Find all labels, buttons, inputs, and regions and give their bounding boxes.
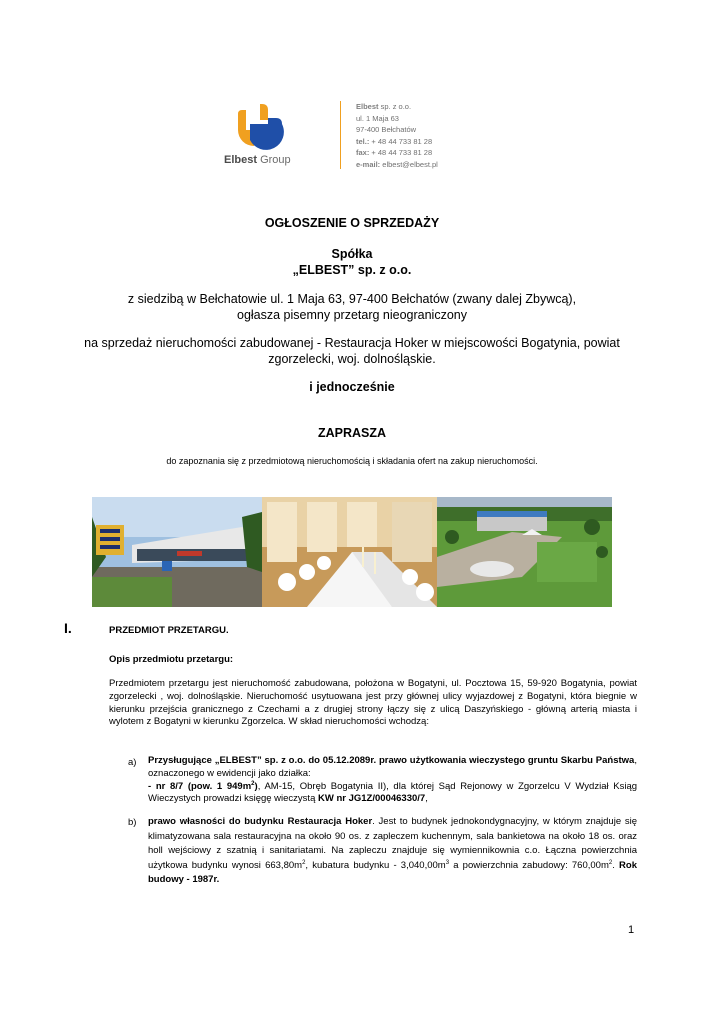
item-a-bold-3: - nr 8/7 (pow. 1 949m: [148, 780, 252, 792]
seat-line1: z siedzibą w Bełchatowie ul. 1 Maja 63, 97-400 Bełchatów (zwany dalej Zbywcą),: [127, 292, 577, 306]
item-a-text-2: , oznaczonego w ewidencji jako działka:: [148, 755, 637, 779]
section-intro: Przedmiotem przetargu jest nieruchomość zabudowana, położona w Bogatyni, ul. Pocztowa 15, 59-920 Bogatynia, powiat zgorzelecki , woj. dolnośląskie. Nieruchomość usytuowana jest przy głównej ulicy wyjazdowej z Bogatyni, która biegnie w kierunku przejścia granicznego z Czechami a z drugiej strony łączy się z ulicą Daszyńskiego - główną arterią miasta i wylotem z Bogatyni w kierunku Zgorzelca. W skład nieruchomości wchodzą:: [109, 678, 637, 728]
address-city: 97-400 Bełchatów: [356, 125, 417, 135]
seat-line2: ogłasza pisemny przetarg nieograniczony: [237, 308, 467, 322]
address-company-rest: sp. z o.o.: [378, 102, 412, 111]
item-a-bold-1: Przysługujące „ELBEST” sp. z o.o. do 05.12.2089r. prawo użytkowania wieczystego gruntu Skarbu Państwa: [148, 755, 635, 766]
address-email-label: e-mail:: [356, 159, 381, 169]
photo-banquet-hall: [262, 497, 437, 607]
photo-building-exterior: [92, 497, 262, 607]
item-b-label: b): [128, 817, 137, 828]
property-photos: [92, 497, 612, 607]
item-a-text-7: ,: [425, 793, 428, 805]
company-heading-line2: „ELBEST” sp. z o.o.: [292, 263, 412, 277]
seat-paragraph: [0, 291, 704, 323]
photo-aerial-view: [437, 497, 612, 607]
item-a-bold-4: ): [254, 780, 258, 792]
section-subtitle: Opis przedmiotu przetargu:: [109, 654, 234, 665]
logo-wordmark: [224, 154, 291, 166]
logo-word-bold: Elbest: [224, 154, 258, 166]
item-b-text-5: .: [612, 859, 620, 871]
address-street: ul. 1 Maja 63: [356, 113, 399, 123]
item-b-year: Rok budowy - 1987r.: [148, 859, 637, 885]
item-a-kw: KW nr JG1Z/00046330/7: [318, 793, 426, 805]
page-number: 1: [628, 924, 635, 936]
company-address: [356, 101, 438, 171]
simultaneously-heading: i jednocześnie: [309, 380, 395, 394]
item-b-text-2: . Jest to budynek jednokondygnacyjny, w którym znajduje się klimatyzowana sala restauracyjna na około 90 os. z zapleczem kuchennym, sala bankietowa na około 18 os. oraz holl wejściowy z szatnią i sanitariatami. Na zapleczu znajduje się wymiennikownia c.o. Łączna powierzchnia użytkowa budynku wynosi 663,80m: [148, 816, 637, 871]
item-b-sup-2: 3: [445, 859, 450, 866]
item-a-text: [148, 755, 637, 806]
address-email: elbest@elbest.pl: [380, 159, 438, 169]
logo-word-rest: Group: [257, 154, 291, 166]
company-heading: [0, 246, 704, 278]
address-tel: + 48 44 733 81 28: [369, 136, 433, 146]
address-company-bold: Elbest: [356, 102, 379, 111]
address-tel-label: tel.:: [356, 136, 370, 146]
item-b-bold-1: prawo własności do budynku Restauracja Hoker: [148, 816, 373, 827]
company-heading-line1: Spółka: [331, 247, 373, 261]
item-a-sup: 2: [251, 780, 255, 787]
item-b-sup-1: 2: [302, 859, 306, 866]
item-b-text: [148, 815, 637, 888]
item-b-text-4: a powierzchnia zabudowy: 760,00m: [449, 859, 609, 871]
header-divider: [340, 101, 341, 169]
announcement-title: OGŁOSZENIE O SPRZEDAŻY: [264, 216, 440, 230]
item-a-label: a): [128, 757, 137, 768]
item-a-text-5: , AM-15, Obręb Bogatynia II), dla której Sąd Rejonowy w Zgorzelcu V Wydział Ksiąg Wieczystych prowadzi księgę wieczystą: [148, 780, 638, 805]
invitation-text: do zapoznania się z przedmiotową nieruchomością i składania ofert na zakup nieruchomości.: [166, 456, 538, 466]
address-fax-label: fax:: [356, 148, 370, 158]
section-title: PRZEDMIOT PRZETARGU.: [109, 625, 229, 636]
section-number: I.: [64, 620, 72, 636]
item-b-text-3: , kubatura budynku - 3,040,00m: [305, 859, 446, 871]
item-b-sup-3: 2: [608, 859, 613, 866]
sale-paragraph: na sprzedaż nieruchomości zabudowanej - Restauracja Hoker w miejscowości Bogatynia, powiat zgorzelecki, woj. dolnośląskie.: [84, 336, 620, 366]
address-fax: + 48 44 733 81 28: [369, 148, 433, 158]
invites-heading: ZAPRASZA: [317, 426, 387, 440]
